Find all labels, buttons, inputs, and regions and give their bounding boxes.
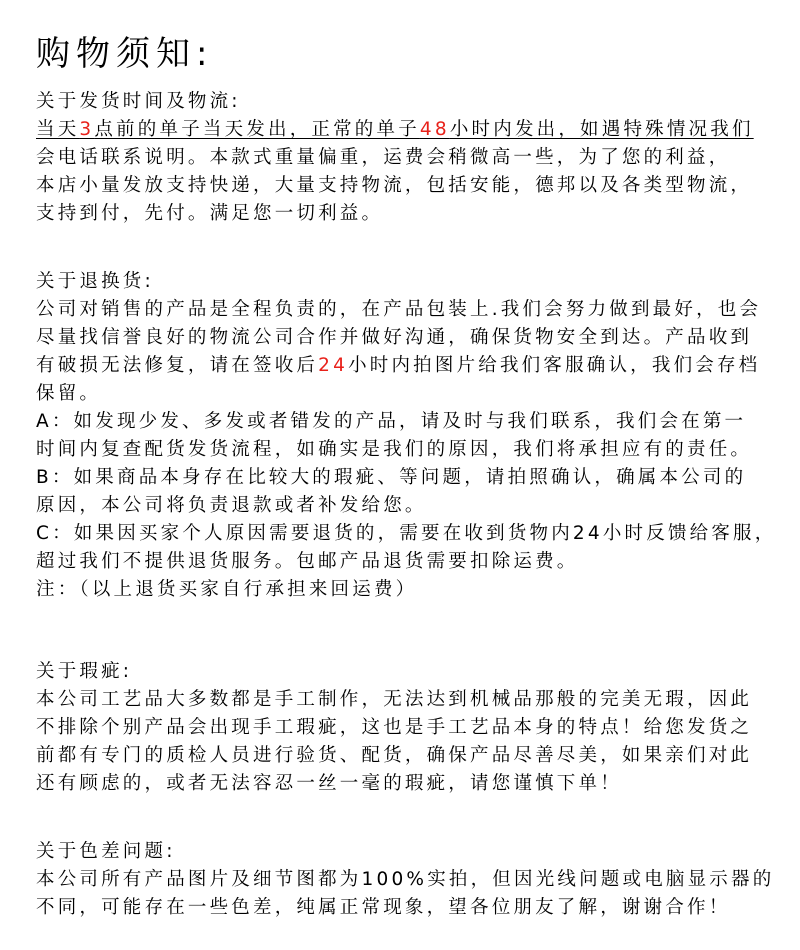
- flaws-line-3: 前都有专门的质检人员进行验货、配货，确保产品尽善尽美，如果亲们对此: [36, 745, 753, 766]
- shipping-line-1a: 当天: [36, 119, 80, 140]
- returns-line-9: C：如果因买家个人原因需要退货的，需要在收到货物内24小时反馈给客服，: [36, 523, 777, 544]
- shipping-line-1b: 点前的单子当天发出，正常的单子: [94, 119, 420, 140]
- returns-line-3a: 有破损无法修复，请在签收后: [36, 355, 319, 376]
- shipping-heading: 关于发货时间及物流:: [36, 91, 241, 112]
- color-line-1: 本公司所有产品图片及细节图都为100%实拍，但因光线问题或电脑显示器的: [36, 869, 775, 890]
- ship-hours-number: 48: [419, 119, 450, 140]
- color-section: [36, 838, 796, 922]
- returns-line-4: 保留。: [36, 383, 102, 404]
- returns-line-10: 超过我们不提供退货服务。包邮产品退货需要扣除运费。: [36, 551, 579, 572]
- returns-line-2: 尽量找信誉良好的物流公司合作并做好沟通，确保货物安全到达。产品收到: [36, 327, 753, 348]
- cutoff-hour-number: 3: [79, 119, 95, 140]
- flaws-line-2: 不排除个别产品会出现手工瑕疵，这也是手工艺品本身的特点！给您发货之: [36, 717, 753, 738]
- flaws-section: [36, 658, 796, 798]
- shipping-section: [36, 88, 796, 228]
- returns-note: 注：（以上退货买家自行承担来回运费）: [36, 579, 418, 600]
- returns-line-3b: 小时内拍图片给我们客服确认，我们会存档: [348, 355, 761, 376]
- shipping-line-1c: 小时内发出，如遇特殊情况我们: [449, 119, 754, 140]
- shipping-line-2: 会电话联系说明。本款式重量偏重，运费会稍微高一些，为了您的利益，: [36, 147, 731, 168]
- returns-line-5: A：如发现少发、多发或者错发的产品，请及时与我们联系，我们会在第一: [36, 411, 747, 432]
- returns-section: [36, 268, 796, 604]
- returns-line-7: B：如果商品本身存在比较大的瑕疵、等问题，请拍照确认，确属本公司的: [36, 467, 747, 488]
- flaws-heading: 关于瑕疵:: [36, 661, 133, 682]
- color-heading: 关于色差问题:: [36, 841, 176, 862]
- returns-heading: 关于退换货:: [36, 271, 154, 292]
- page-title: 购物须知:: [36, 34, 214, 74]
- returns-line-3: [36, 352, 796, 380]
- returns-line-6: 时间内复查配货发货流程，如确实是我们的原因，我们将承担应有的责任。: [36, 439, 753, 460]
- shipping-line-1: [36, 116, 796, 144]
- flaws-line-4: 还有顾虑的，或者无法容忍一丝一毫的瑕疵，请您谨慎下单！: [36, 773, 622, 794]
- shipping-line-3: 本店小量发放支持快递，大量支持物流，包括安能，德邦以及各类型物流，: [36, 175, 753, 196]
- color-line-2: 不同，可能存在一些色差，纯属正常现象，望各位朋友了解，谢谢合作！: [36, 897, 731, 918]
- confirm-hours-number: 24: [318, 355, 349, 376]
- returns-line-8: 原因，本公司将负责退款或者补发给您。: [36, 495, 427, 516]
- returns-line-1: 公司对销售的产品是全程负责的，在产品包装上.我们会努力做到最好，也会: [36, 299, 762, 320]
- flaws-line-1: 本公司工艺品大多数都是手工制作，无法达到机械品那般的完美无瑕，因此: [36, 689, 753, 710]
- shipping-line-4: 支持到付，先付。满足您一切利益。: [36, 203, 384, 224]
